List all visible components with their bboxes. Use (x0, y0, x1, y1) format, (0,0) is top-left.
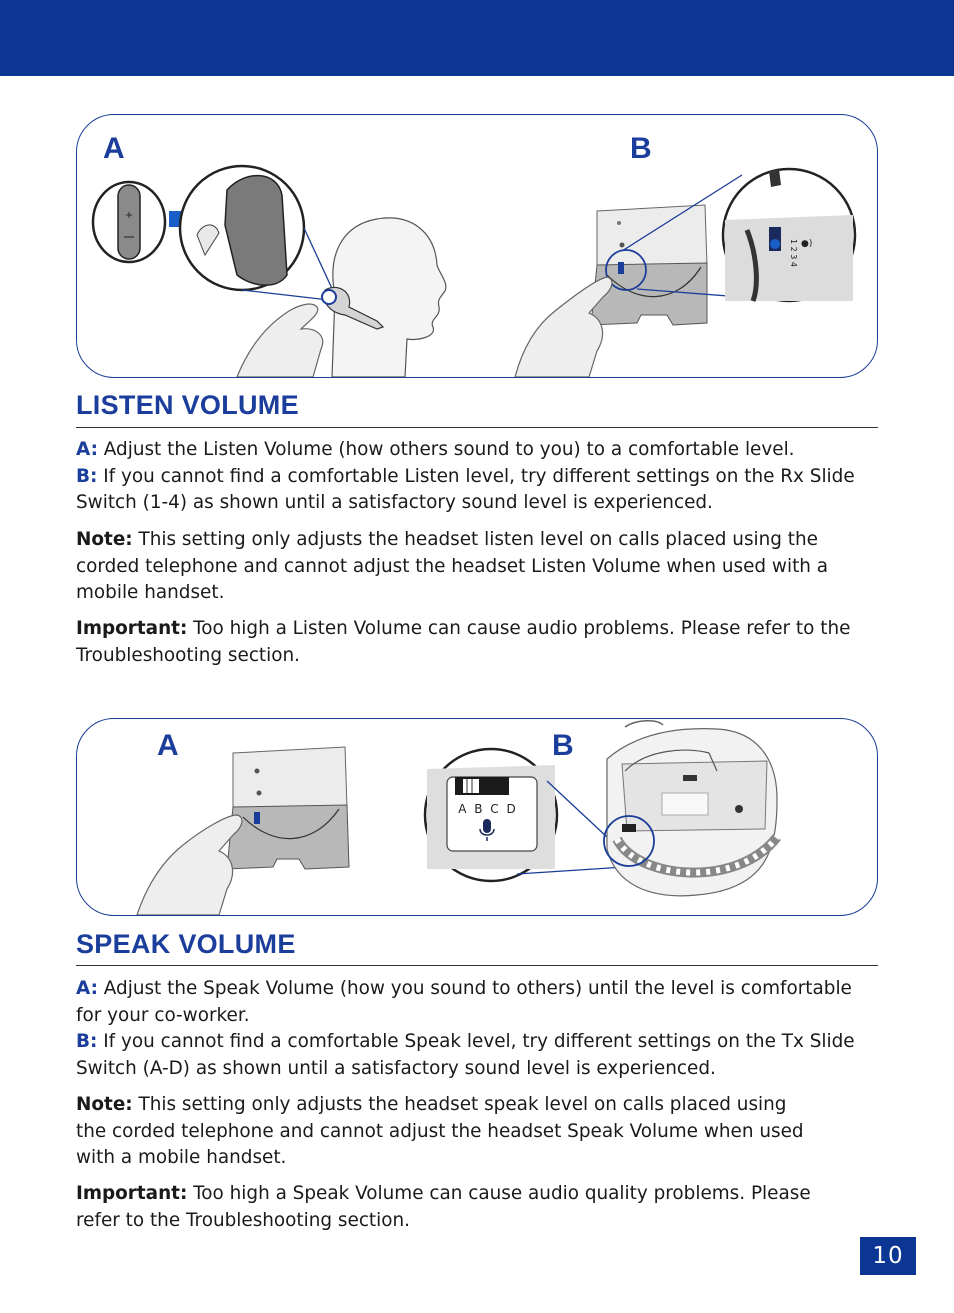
speak-important (76, 1181, 818, 1234)
listen-note-label: Note: (76, 529, 133, 550)
speak-panel-b-letter: B (552, 729, 574, 762)
header-bar (0, 0, 954, 76)
listen-volume-illustration (76, 114, 878, 378)
speak-b-text: If you cannot find a comfortable Speak level, try different settings on the Tx Slide Switch (A-D) as shown until a satisfactory sound level is experienced. (76, 1031, 855, 1079)
listen-panel-a-letter: A (103, 132, 125, 165)
speak-b-label: B: (76, 1031, 98, 1052)
speak-a-text: Adjust the Speak Volume (how you sound to others) until the level is comfortable for your co-worker. (76, 978, 852, 1026)
speak-important-label: Important: (76, 1183, 188, 1204)
speak-a-label: A: (76, 978, 98, 999)
speak-important-text: Too high a Speak Volume can cause audio quality problems. Please refer to the Troubleshooting section. (76, 1183, 811, 1231)
listen-illustration-drawing (77, 115, 877, 377)
listen-important-label: Important: (76, 618, 188, 639)
listen-note (76, 527, 878, 607)
listen-a-label: A: (76, 439, 98, 460)
page-number: 10 (860, 1237, 916, 1275)
rx-switch-numbers: 1 2 3 4 (789, 239, 798, 267)
speak-panel-a-letter: A (157, 729, 179, 762)
listen-volume-heading: LISTEN VOLUME (76, 390, 299, 420)
tx-switch-letters: A B C D (458, 802, 518, 816)
listen-a-text: Adjust the Listen Volume (how others sound to you) to a comfortable level. (97, 439, 795, 460)
speak-volume-illustration (76, 718, 878, 916)
speak-note-label: Note: (76, 1094, 133, 1115)
listen-divider (76, 427, 878, 428)
listen-instructions (76, 437, 878, 517)
listen-b-text: If you cannot find a comfortable Listen level, try different settings on the Rx Slide Switch (1-4) as shown until a satisfactory sound level is experienced. (76, 465, 855, 513)
listen-note-text: This setting only adjusts the headset listen level on calls placed using the corded telephone and cannot adjust the headset Listen Volume when used with a mobile handset. (76, 529, 829, 603)
speak-illustration-drawing (77, 719, 877, 915)
speak-volume-heading: SPEAK VOLUME (76, 929, 296, 959)
speak-note-text: This setting only adjusts the headset speak level on calls placed using the corded telephone and cannot adjust the headset Speak Volume when used with a mobile handset. (76, 1094, 804, 1168)
svg-text:+: + (124, 210, 134, 221)
svg-text:●): ●) (801, 239, 813, 249)
listen-important (76, 616, 878, 669)
speak-note (76, 1092, 818, 1172)
listen-important-text: Too high a Listen Volume can cause audio problems. Please refer to the Troubleshooting section. (76, 618, 851, 666)
speak-divider (76, 965, 878, 966)
listen-b-label: B: (76, 465, 98, 487)
speak-instructions (76, 976, 878, 1082)
listen-panel-b-letter: B (630, 132, 652, 165)
